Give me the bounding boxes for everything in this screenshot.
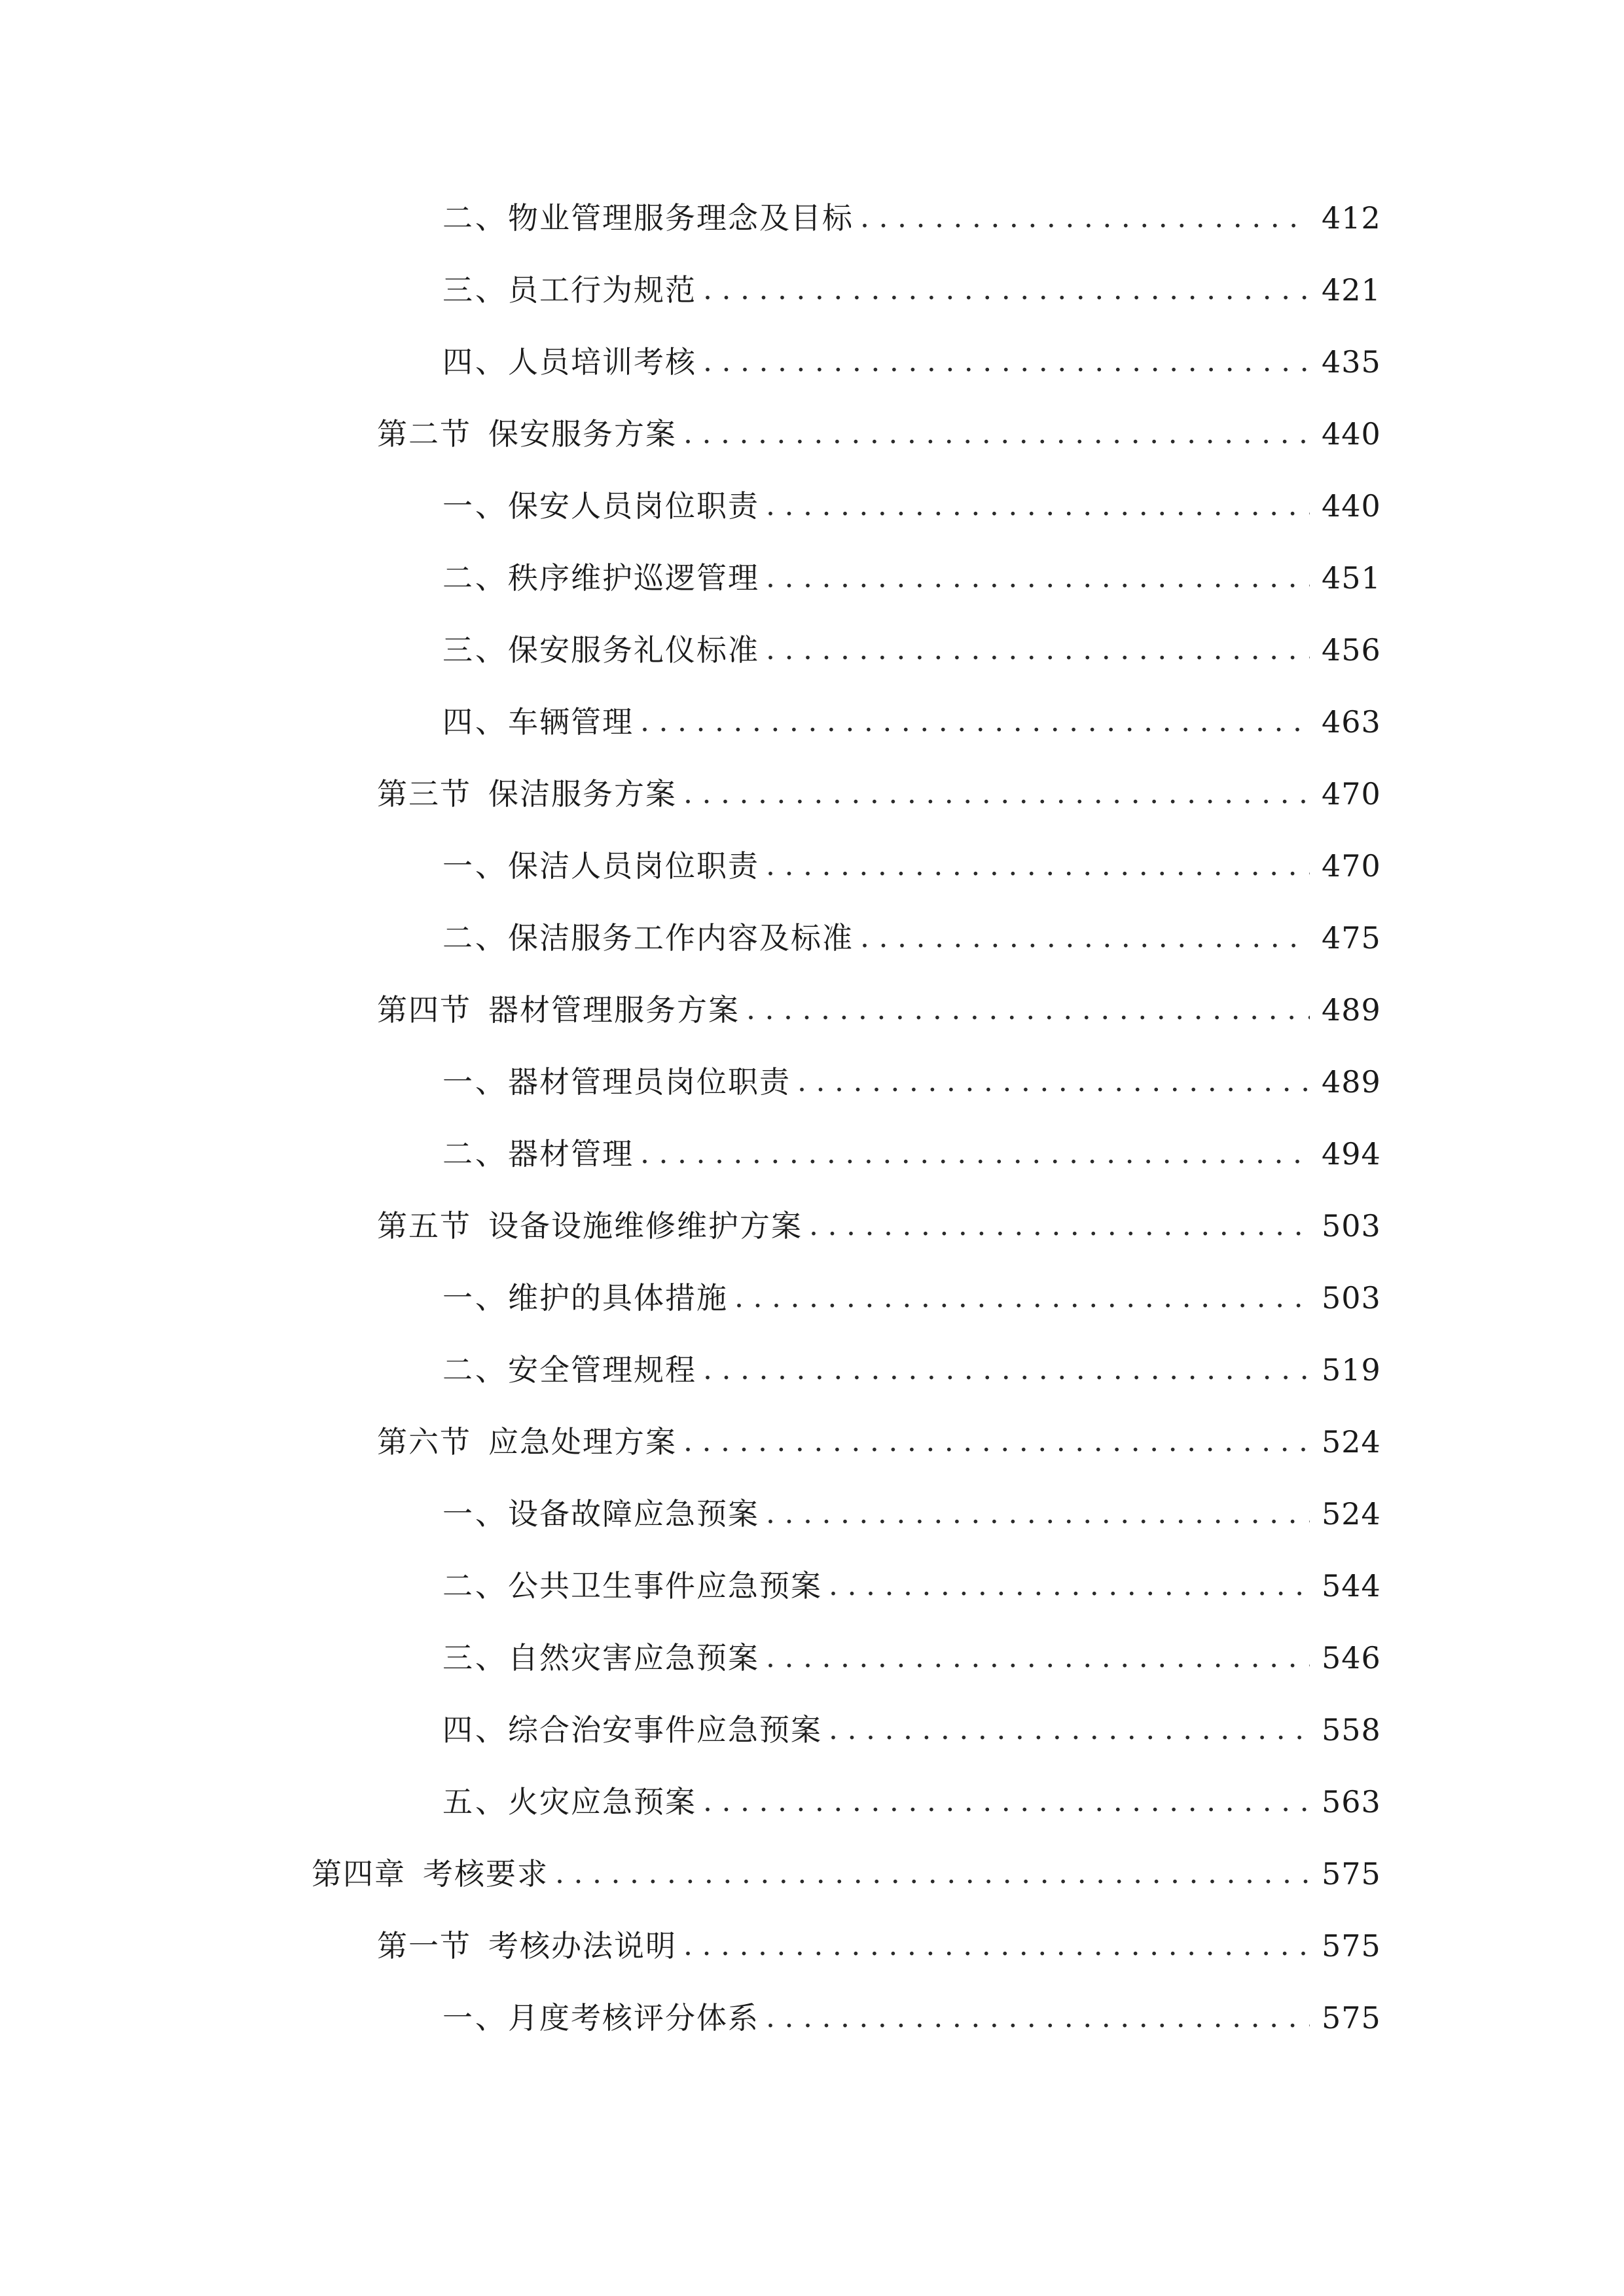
toc-dot-leader xyxy=(766,1992,1310,2044)
toc-dot-leader xyxy=(766,840,1310,892)
toc-page-number: 563 xyxy=(1322,1784,1381,1820)
toc-dot-leader xyxy=(766,1632,1310,1684)
toc-entry-number: 第二节 xyxy=(377,416,471,452)
toc-entry-title: 火灾应急预案 xyxy=(508,1784,696,1820)
toc-entry-title: 秩序维护巡逻管理 xyxy=(508,560,759,596)
toc-page-number: 544 xyxy=(1322,1568,1381,1604)
toc-entry-number: 一、 xyxy=(442,848,508,884)
toc-page-number: 575 xyxy=(1322,2000,1381,2036)
toc-entry-number: 二、 xyxy=(442,1568,508,1604)
toc-entry[interactable] xyxy=(442,1056,1381,1108)
toc-page-number: 558 xyxy=(1322,1712,1381,1748)
toc-entry-title: 器材管理 xyxy=(508,1136,634,1172)
toc-entry-number: 第一节 xyxy=(377,1928,471,1964)
toc-entry[interactable] xyxy=(442,1776,1381,1828)
toc-entry-title: 公共卫生事件应急预案 xyxy=(508,1568,822,1604)
toc-entry-title: 保洁服务方案 xyxy=(488,776,677,812)
toc-entry-number: 二、 xyxy=(442,1352,508,1388)
toc-entry-number: 一、 xyxy=(442,1280,508,1316)
toc-entry-number: 一、 xyxy=(442,488,508,524)
toc-page-number: 519 xyxy=(1322,1352,1381,1388)
toc-page-number: 451 xyxy=(1322,560,1381,596)
toc-entry[interactable] xyxy=(442,336,1381,388)
toc-dot-leader xyxy=(703,1344,1310,1396)
toc-entry-number: 二、 xyxy=(442,920,508,956)
toc-dot-leader xyxy=(809,1200,1310,1252)
toc-page-number: 489 xyxy=(1322,1064,1381,1100)
toc-entry[interactable] xyxy=(377,1416,1381,1468)
toc-dot-leader xyxy=(766,1488,1310,1540)
toc-entry-title: 车辆管理 xyxy=(508,704,634,740)
toc-entry-title: 保安人员岗位职责 xyxy=(508,488,759,524)
toc-entry-number: 三、 xyxy=(442,632,508,668)
toc-dot-leader xyxy=(640,1128,1310,1180)
toc-entry-title: 考核办法说明 xyxy=(488,1928,677,1964)
toc-page-number: 494 xyxy=(1322,1136,1381,1172)
toc-entry[interactable] xyxy=(377,1920,1381,1972)
toc-entry-number: 二、 xyxy=(442,200,508,236)
toc-entry-title: 月度考核评分体系 xyxy=(508,2000,759,2036)
toc-page-number: 524 xyxy=(1322,1496,1381,1532)
toc-page-number: 440 xyxy=(1322,416,1381,452)
toc-entry-title: 安全管理规程 xyxy=(508,1352,696,1388)
toc-entry[interactable] xyxy=(442,912,1381,964)
toc-entry-title: 保洁人员岗位职责 xyxy=(508,848,759,884)
toc-page-number: 489 xyxy=(1322,992,1381,1028)
toc-page-number: 575 xyxy=(1322,1856,1381,1892)
toc-page-number: 435 xyxy=(1322,344,1381,380)
toc-entry-number: 三、 xyxy=(442,1640,508,1676)
toc-entry-number: 四、 xyxy=(442,1712,508,1748)
toc-page-number: 412 xyxy=(1322,200,1381,236)
toc-entry-title: 综合治安事件应急预案 xyxy=(508,1712,822,1748)
toc-entry-title: 设备故障应急预案 xyxy=(508,1496,759,1532)
toc-entry[interactable] xyxy=(442,1488,1381,1540)
toc-entry-number: 一、 xyxy=(442,1064,508,1100)
toc-entry[interactable] xyxy=(442,552,1381,604)
toc-entry-title: 维护的具体措施 xyxy=(508,1280,728,1316)
toc-page-number: 503 xyxy=(1322,1208,1381,1244)
toc-dot-leader xyxy=(703,264,1310,316)
toc-dot-leader xyxy=(860,912,1310,964)
toc-entry[interactable] xyxy=(442,1992,1381,2044)
toc-dot-leader xyxy=(746,984,1310,1036)
toc-entry[interactable] xyxy=(377,768,1381,820)
toc-entry-title: 保洁服务工作内容及标准 xyxy=(508,920,854,956)
toc-entry-number: 四、 xyxy=(442,704,508,740)
toc-page-number: 503 xyxy=(1322,1280,1381,1316)
toc-dot-leader xyxy=(797,1056,1310,1108)
toc-page-number: 546 xyxy=(1322,1640,1381,1676)
toc-entry[interactable] xyxy=(442,1344,1381,1396)
toc-page-number: 575 xyxy=(1322,1928,1381,1964)
toc-page-number: 463 xyxy=(1322,704,1381,740)
toc-entry-title: 考核要求 xyxy=(423,1856,549,1892)
toc-entry-number: 一、 xyxy=(442,2000,508,2036)
toc-entry[interactable] xyxy=(377,984,1381,1036)
toc-entry[interactable] xyxy=(442,192,1381,244)
toc-page-number: 456 xyxy=(1322,632,1381,668)
toc-entry[interactable] xyxy=(442,1560,1381,1612)
toc-dot-leader xyxy=(766,480,1310,532)
toc-entry-title: 应急处理方案 xyxy=(488,1424,677,1460)
toc-dot-leader xyxy=(734,1272,1310,1324)
toc-entry[interactable] xyxy=(442,624,1381,676)
toc-page-number: 524 xyxy=(1322,1424,1381,1460)
toc-dot-leader xyxy=(829,1560,1310,1612)
toc-entry-title: 保安服务方案 xyxy=(488,416,677,452)
toc-entry-title: 保安服务礼仪标准 xyxy=(508,632,759,668)
toc-entry[interactable] xyxy=(442,1704,1381,1756)
toc-entry-title: 员工行为规范 xyxy=(508,272,696,308)
toc-dot-leader xyxy=(860,192,1310,244)
toc-entry-number: 一、 xyxy=(442,1496,508,1532)
toc-dot-leader xyxy=(683,408,1310,460)
toc-dot-leader xyxy=(766,552,1310,604)
toc-dot-leader xyxy=(766,624,1310,676)
toc-entry-number: 第五节 xyxy=(377,1208,471,1244)
toc-page-number: 421 xyxy=(1322,272,1381,308)
toc-dot-leader xyxy=(829,1704,1310,1756)
toc-entry-number: 五、 xyxy=(442,1784,508,1820)
toc-dot-leader xyxy=(703,336,1310,388)
toc-page-number: 440 xyxy=(1322,488,1381,524)
toc-entry[interactable] xyxy=(442,480,1381,532)
toc-entry-title: 器材管理服务方案 xyxy=(488,992,740,1028)
toc-entry-title: 自然灾害应急预案 xyxy=(508,1640,759,1676)
toc-dot-leader xyxy=(683,1920,1310,1972)
toc-dot-leader xyxy=(640,696,1310,748)
toc-page-number: 475 xyxy=(1322,920,1381,956)
toc-entry-number: 第六节 xyxy=(377,1424,471,1460)
toc-entry[interactable] xyxy=(442,696,1381,748)
toc-entry-title: 人员培训考核 xyxy=(508,344,696,380)
toc-entry-number: 第四章 xyxy=(312,1856,406,1892)
toc-entry-title: 器材管理员岗位职责 xyxy=(508,1064,791,1100)
toc-entry[interactable] xyxy=(377,408,1381,460)
toc-dot-leader xyxy=(555,1848,1310,1900)
toc-dot-leader xyxy=(703,1776,1310,1828)
toc-entry-number: 三、 xyxy=(442,272,508,308)
toc-entry[interactable] xyxy=(312,1848,1381,1900)
toc-entry[interactable] xyxy=(442,1272,1381,1324)
toc-entry-number: 第四节 xyxy=(377,992,471,1028)
toc-entry[interactable] xyxy=(377,1200,1381,1252)
toc-entry-title: 物业管理服务理念及目标 xyxy=(508,200,854,236)
toc-entry-number: 四、 xyxy=(442,344,508,380)
toc-entry[interactable] xyxy=(442,840,1381,892)
toc-entry-number: 二、 xyxy=(442,560,508,596)
toc-entry[interactable] xyxy=(442,264,1381,316)
toc-entry[interactable] xyxy=(442,1632,1381,1684)
toc-dot-leader xyxy=(683,768,1310,820)
toc-dot-leader xyxy=(683,1416,1310,1468)
toc-entry-number: 二、 xyxy=(442,1136,508,1172)
toc-entry[interactable] xyxy=(442,1128,1381,1180)
toc-page-number: 470 xyxy=(1322,776,1381,812)
toc-entry-number: 第三节 xyxy=(377,776,471,812)
toc-page-number: 470 xyxy=(1322,848,1381,884)
toc-entry-title: 设备设施维修维护方案 xyxy=(488,1208,803,1244)
